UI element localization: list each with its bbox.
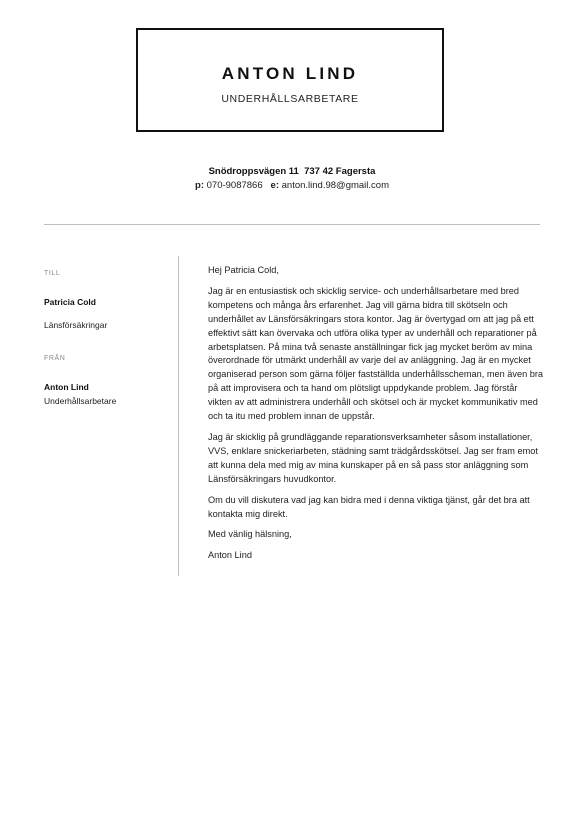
paragraph-3: Om du vill diskutera vad jag kan bidra med i denna viktiga tjänst, går det bra att kontakta mig direkt. xyxy=(208,494,530,519)
phone: 070-9087866 xyxy=(206,180,263,191)
recipient-name: Patricia Cold xyxy=(44,297,96,307)
sender-title: Underhållsarbetare xyxy=(44,396,117,406)
recipient-company: Länsförsäkringar xyxy=(44,320,108,330)
paragraph-2: Jag är skicklig på grundläggande reparationsverksamheter såsom installationer, VVS, enklare snickeriarbeten, städning samt trädgårdsskötsel. Jag ser fram emot att kunna dela med mig av mina kunskaper på en så pass stor anläggning som Länsförsäkringars huvudkontor. xyxy=(208,431,538,484)
applicant-name: ANTON LIND xyxy=(221,64,359,83)
to-label: TILL xyxy=(44,270,61,277)
greeting: Hej Patricia Cold, xyxy=(208,265,279,275)
address: Snödroppsvägen 11 737 42 Fagersta xyxy=(208,166,376,177)
name-box xyxy=(136,28,444,132)
email-label: e: xyxy=(270,180,279,191)
letter-body xyxy=(208,264,544,570)
email: anton.lind.98@gmail.com xyxy=(281,180,389,191)
phone-label: p: xyxy=(195,180,204,191)
divider-vertical xyxy=(178,256,179,576)
closing: Med vänlig hälsning, xyxy=(208,529,292,540)
divider-horizontal xyxy=(44,224,540,225)
signature: Anton Lind xyxy=(208,550,252,561)
from-label: FRÅN xyxy=(44,355,66,362)
sender-name: Anton Lind xyxy=(44,382,89,392)
contact-line xyxy=(0,180,584,191)
paragraph-1: Jag är en entusiastisk och skicklig service- och underhållsarbetare med bred kompetens och många års erfarenhet. Jag vill gärna bidra till skötseln och underhållet av Länsförsäkringars stora kontor. Jag är övertygad om att jag på ett effektivt sätt kan övervaka och utföra olika typer av underhåll och reparationer på arbetsplatsen. På mina två senaste anställningar fick jag mycket beröm av mina överordnade för utmärkt underhåll av varje del av anläggning. Jag är en mycket organiserad person som gärna följer fastställda underhållsscheman, men även bra på att improvisera och ta hand om plötsligt uppdykande problem. Jag förstår vikten av att administrera underhåll och skötsel och är mycket kommunikativ med och ta itu med problem innan de uppstår. xyxy=(208,285,544,422)
applicant-title: UNDERHÅLLSARBETARE xyxy=(221,93,359,105)
